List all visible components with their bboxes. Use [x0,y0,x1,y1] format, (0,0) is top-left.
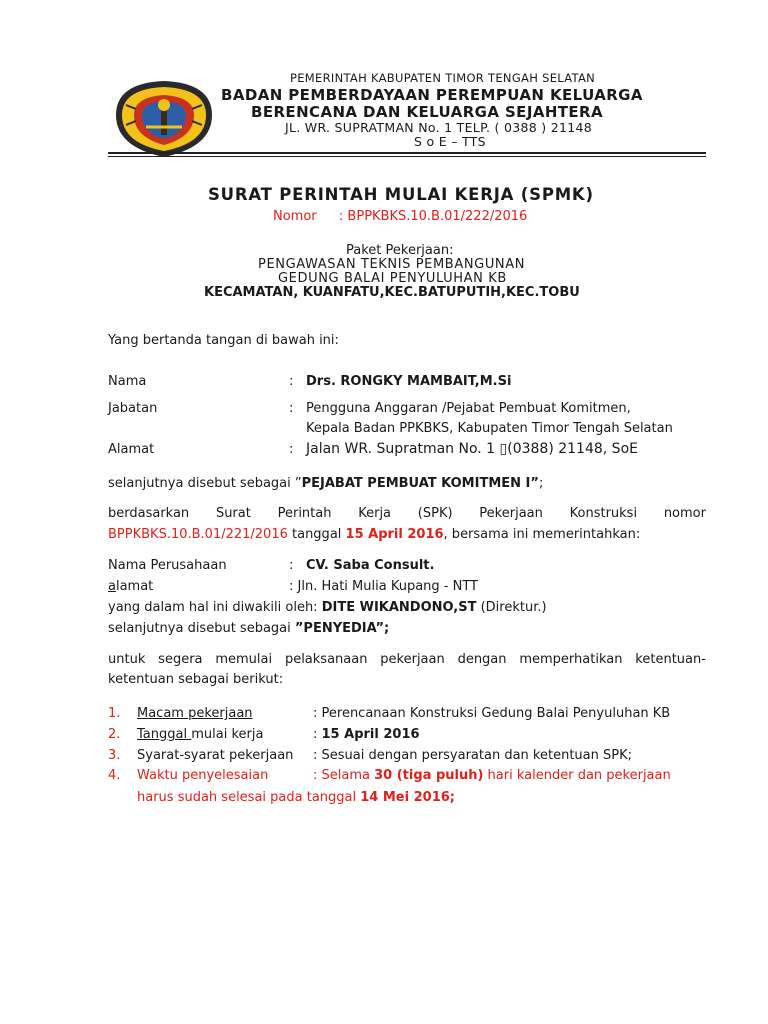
spk-reference: BPPKBKS.10.B.01/221/2016 [108,527,288,542]
berdasarkan-line-2 [108,527,640,542]
paket-label: Paket Pekerjaan: [346,243,454,258]
nama-colon: : [289,374,294,389]
wakil-line [108,600,547,615]
disebut-ppk [108,476,543,491]
alamat-value: Jalan WR. Supratman No. 1 ▯(0388) 21148, SoE [306,441,638,457]
item-2-value: : 15 April 2016 [313,727,420,742]
berdasarkan-rest: , bersama ini memerintahkan: [443,527,641,542]
paket-line-1: PENGAWASAN TEKNIS PEMBANGUNAN [258,257,526,272]
item-1-value: : Perencanaan Konstruksi Gedung Balai Penyuluhan KB [313,706,671,721]
item-3-value: : Sesuai dengan persyaratan dan ketentuan SPK; [313,748,632,763]
word: berdasarkan [108,506,190,521]
item-3-label: Syarat-syarat pekerjaan [137,748,294,763]
agency-line-1: BADAN PEMBERDAYAAN PEREMPUAN KELUARGA [221,86,643,104]
disebut-penyedia [108,621,389,636]
nomor-row [273,209,527,224]
word: segera [158,652,203,667]
company-alamat-rest: lamat [115,579,154,594]
company-name-colon: : [289,558,294,573]
alamat-colon: : [289,442,294,457]
agency-line-2: BERENCANA DAN KELUARGA SEJAHTERA [251,103,604,121]
wakil-prefix: yang dalam hal ini diwakili oleh: [108,600,322,615]
company-name-value: CV. Saba Consult. [306,558,435,573]
company-alamat-value: : Jln. Hati Mulia Kupang - NTT [289,579,478,594]
item-2-label-underlined: Tanggal [137,727,192,742]
disebut-penyedia-prefix: selanjutnya disebut sebagai [108,621,295,636]
jabatan-value-1: Pengguna Anggaran /Pejabat Pembuat Komitmen, [306,401,631,416]
word: ketentuan- [635,652,706,667]
jabatan-label: Jabatan [108,401,158,416]
nama-value: Drs. RONGKY MAMBAIT,M.Si [306,374,512,389]
word: Pekerjaan [479,506,543,521]
company-name-label: Nama Perusahaan [108,558,227,573]
tanggal-word: tanggal [287,527,346,542]
agency-city: S o E – TTS [414,134,486,149]
spk-date: 15 April 2016 [345,527,444,542]
header-rule-thin [108,156,706,157]
word: pekerjaan [380,652,445,667]
item-1-number: 1. [108,706,121,721]
company-alamat-label [108,579,153,594]
intro-text: Yang bertanda tangan di bawah ini: [108,333,339,348]
paket-line-2: GEDUNG BALAI PENYULUHAN KB [278,271,507,286]
item-3-number: 3. [108,748,121,763]
word: pelaksanaan [284,652,368,667]
item-2-label-rest: mulai kerja [191,727,264,742]
word: Surat [215,506,251,521]
item-4-label: Waktu penyelesaian [137,768,269,783]
item-2-number: 2. [108,727,121,742]
item-2-label [137,727,263,742]
word: Kerja [358,506,392,521]
item-4-value-suffix: hari kalender dan pekerjaan [483,768,671,783]
item-4-line-2 [137,790,455,805]
item-4-value-prefix: : Selama [313,768,375,783]
word: nomor [663,506,706,521]
disebut-ppk-name: PEJABAT PEMBUAT KOMITMEN I” [301,476,539,491]
item-4-deadline: 14 Mei 2016; [360,790,455,805]
item-4-line-2-prefix: harus sudah selesai pada tanggal [137,790,361,805]
item-2-value-date: 15 April 2016 [321,727,420,742]
wakil-name: DITE WIKANDONO,ST [321,600,477,615]
item-4-number: 4. [108,768,121,783]
disebut-ppk-prefix: selanjutnya disebut sebagai ” [108,476,302,491]
untuk-line-1 [108,652,706,667]
header-rule-thick [108,152,706,154]
gov-line: PEMERINTAH KABUPATEN TIMOR TENGAH SELATAN [290,71,596,85]
word: Konstruksi [569,506,638,521]
word: Perintah [277,506,332,521]
berdasarkan-line-1 [108,506,706,521]
nama-label: Nama [108,374,147,389]
word: dengan [457,652,507,667]
item-4-value-duration: 30 (tiga puluh) [374,768,484,783]
nomor-label: Nomor [273,209,317,224]
word: (SPK) [417,506,453,521]
word: untuk [108,652,146,667]
item-4-value [313,768,671,783]
untuk-line-2: ketentuan sebagai berikut: [108,672,284,687]
word: memulai [215,652,273,667]
alamat-label: Alamat [108,442,155,457]
disebut-ppk-suffix: ; [538,476,544,491]
company-alamat-first: a [108,579,116,594]
word: memperhatikan [519,652,623,667]
agency-address: JL. WR. SUPRATMAN No. 1 TELP. ( 0388 ) 21148 [285,120,592,135]
paket-line-3: KECAMATAN, KUANFATU,KEC.BATUPUTIH,KEC.TOBU [204,285,580,300]
document-title: SURAT PERINTAH MULAI KERJA (SPMK) [208,185,594,204]
item-1-label: Macam pekerjaan [137,706,253,721]
wakil-suffix: (Direktur.) [476,600,547,615]
jabatan-colon: : [289,401,294,416]
nomor-value: : BPPKBKS.10.B.01/222/2016 [338,209,528,224]
regency-emblem-icon [112,75,216,161]
jabatan-value-2: Kepala Badan PPKBKS, Kabupaten Timor Tengah Selatan [306,421,673,436]
disebut-penyedia-name: ”PENYEDIA”; [294,621,390,636]
